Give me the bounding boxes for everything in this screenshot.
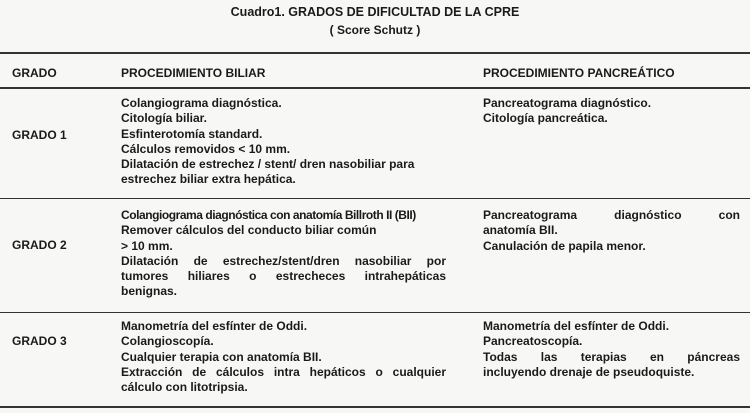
row-2-biliar-line: tumores hiliares o estrecheces intrahepáticas	[121, 269, 446, 284]
row-3-pancreatico-line: Todas las terapias en páncreas	[483, 349, 740, 364]
row-separator	[0, 312, 750, 313]
row-2-biliar-line: Dilatación de estrechez/stent/dren nasobiliar por	[121, 253, 446, 268]
row-1-biliar-line: Citología biliar.	[121, 111, 208, 126]
row-2-pancreatico	[483, 208, 740, 254]
row-2-biliar-line: benignas.	[121, 284, 178, 299]
row-3-biliar-line: Extracción de cálculos intra hepáticos o cualquier	[121, 364, 446, 379]
row-2-pancreatico-line: anatomía BII.	[483, 223, 558, 238]
top-rule	[0, 52, 750, 54]
row-1-biliar-line: Esfinterotomía standard.	[121, 126, 263, 141]
row-2-pancreatico-line: Canulación de papila menor.	[483, 238, 646, 253]
row-3-biliar-line: Colangioscopía.	[121, 334, 214, 349]
row-3-pancreatico	[483, 319, 740, 380]
row-2-pancreatico-line: Pancreatograma diagnóstico con	[483, 208, 740, 222]
row-2-biliar-line: Colangiograma diagnóstica con anatomía Billroth II (BII)	[121, 208, 416, 222]
row-3-biliar	[121, 319, 446, 395]
table-subtitle: ( Score Schutz )	[329, 23, 421, 37]
header-rule	[0, 87, 750, 89]
row-1-biliar-line: Cálculos removidos < 10 mm.	[121, 141, 291, 156]
row-1-biliar-line: Colangiograma diagnóstica.	[121, 96, 282, 110]
header-biliar: PROCEDIMIENTO BILIAR	[121, 66, 266, 80]
bottom-rule	[0, 406, 750, 408]
row-3-pancreatico-line: Manometría del esfínter de Oddi.	[483, 319, 670, 333]
row-1-grado: GRADO 1	[12, 128, 67, 142]
row-3-grado: GRADO 3	[12, 334, 67, 348]
row-3-biliar-line: Cualquier terapia con anatomía BII.	[121, 349, 322, 364]
row-separator	[0, 198, 750, 199]
row-1-biliar-line: Dilatación de estrechez / stent/ dren nasobiliar para	[121, 157, 415, 172]
row-2-biliar-line: > 10 mm.	[121, 238, 173, 253]
row-2-biliar-line: Remover cálculos del conducto biliar común	[121, 223, 377, 238]
row-3-pancreatico-line: incluyendo drenaje de pseudoquiste.	[483, 364, 695, 379]
row-1-biliar	[121, 96, 446, 188]
row-1-pancreatico-line: Citología pancreática.	[483, 111, 608, 126]
header-pancreatico: PROCEDIMIENTO PANCREÁTICO	[483, 66, 675, 80]
row-3-pancreatico-line: Pancreatoscopía.	[483, 334, 583, 349]
header-grado: GRADO	[12, 66, 57, 80]
table-title: Cuadro1. GRADOS DE DIFICULTAD DE LA CPRE	[230, 5, 520, 19]
row-2-grado: GRADO 2	[12, 238, 67, 252]
row-2-biliar	[121, 208, 446, 300]
row-1-pancreatico-line: Pancreatograma diagnóstico.	[483, 96, 652, 110]
row-1-biliar-line: estrechez biliar extra hepática.	[121, 172, 296, 187]
row-3-biliar-line: cálculo con litotripsia.	[121, 380, 248, 395]
row-1-pancreatico	[483, 96, 740, 127]
row-3-biliar-line: Manometría del esfínter de Oddi.	[121, 319, 308, 333]
